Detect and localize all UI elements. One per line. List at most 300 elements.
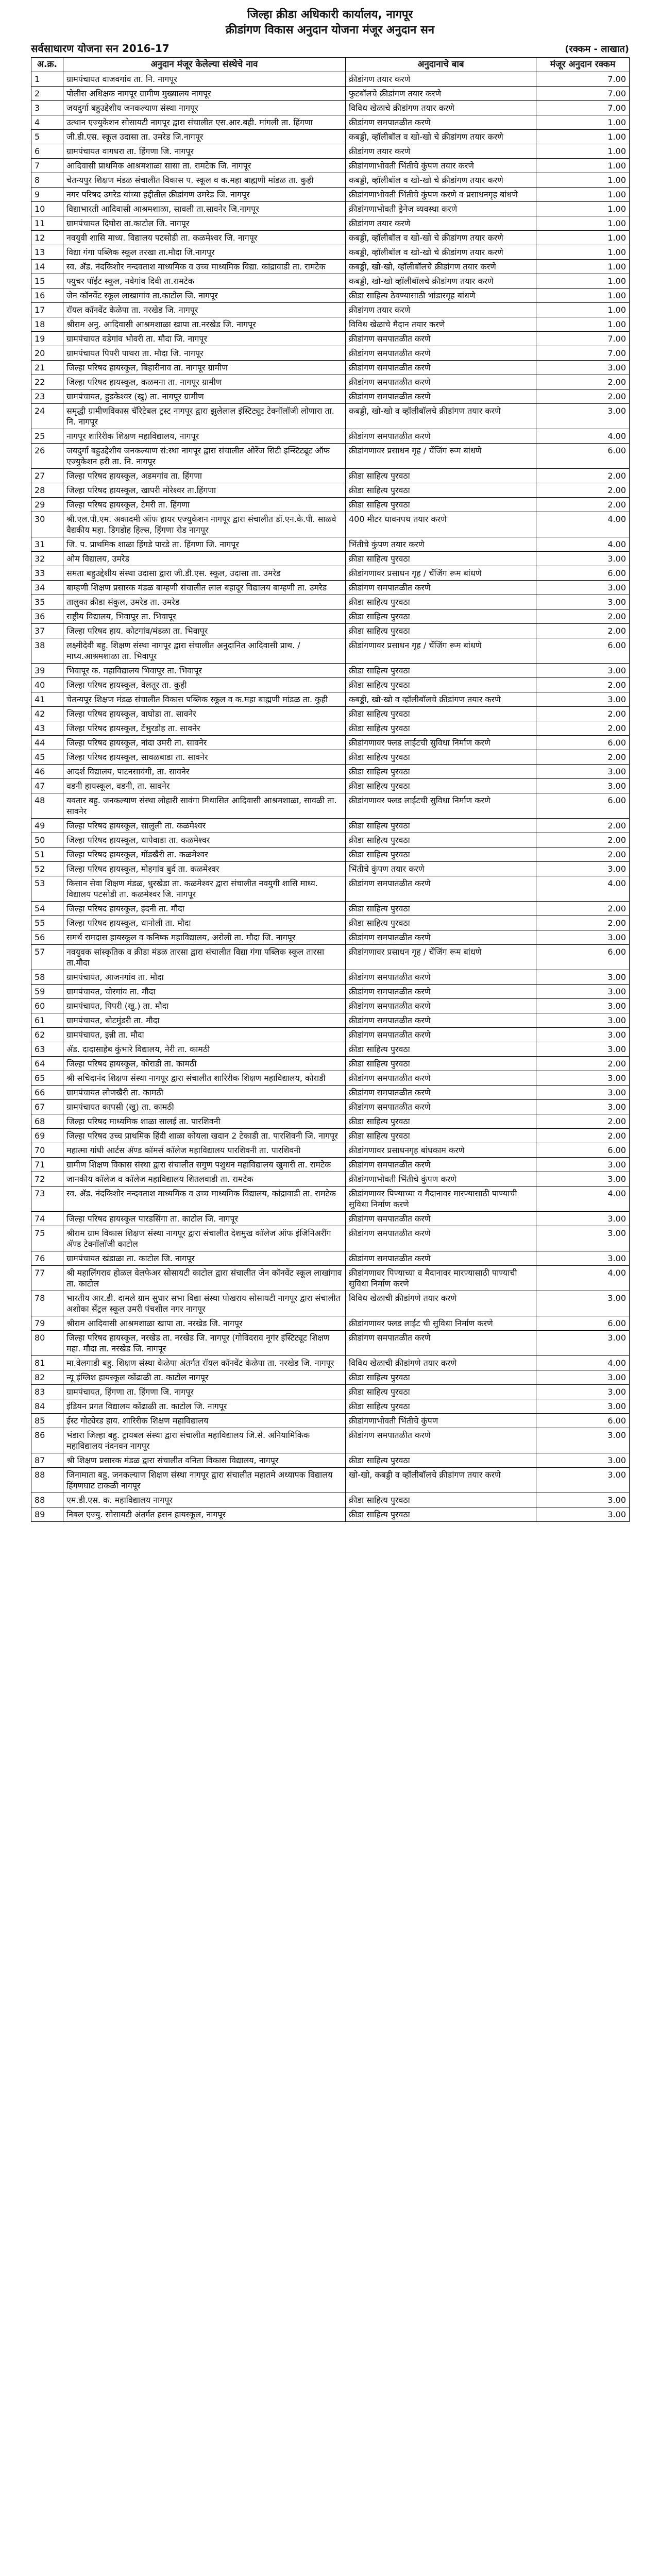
row-amount: 3.00 bbox=[536, 779, 630, 793]
row-serial-no: 67 bbox=[31, 1100, 63, 1114]
row-institution: पोलीस अधिक्षक नागपूर ग्रामीण मुख्यालय नागपूर bbox=[63, 87, 346, 101]
row-institution: एम.डी.एस. क. महाविद्यालय नागपूर bbox=[63, 1493, 346, 1507]
row-institution: जिल्हा परिषद हायस्कूल, नरखेड ता. नरखेड जि. नागपूर (गोविंदराव नूगंर इंस्टिट्यूट शिक्षण महा. मौदा ता. नरखेड जि. नागपूर bbox=[63, 1331, 346, 1356]
row-work: क्रीडा साहित्य पुरवठा bbox=[346, 819, 536, 833]
table-row bbox=[31, 1071, 630, 1086]
row-amount: 3.00 bbox=[536, 1172, 630, 1187]
row-serial-no: 80 bbox=[31, 1331, 63, 1356]
table-row bbox=[31, 1453, 630, 1468]
row-amount: 2.00 bbox=[536, 1057, 630, 1071]
row-amount: 7.00 bbox=[536, 72, 630, 87]
row-institution: जिल्हा परिषद हायस्कूल, धानोली ता. मौदा bbox=[63, 916, 346, 930]
row-amount: 3.00 bbox=[536, 970, 630, 985]
row-work: क्रीडांगण समपातळीत करणे bbox=[346, 985, 536, 999]
row-institution: महात्मा गांधी आर्टस ॲण्ड कॉमर्स कॉलेज महाविद्यालय पारशिवनी ता. पारशिवनी bbox=[63, 1143, 346, 1158]
row-serial-no: 54 bbox=[31, 902, 63, 916]
row-serial-no: 58 bbox=[31, 970, 63, 985]
row-work: विविध खेळाचे क्रीडांगण तयार करणे bbox=[346, 101, 536, 115]
row-serial-no: 66 bbox=[31, 1086, 63, 1100]
table-row bbox=[31, 819, 630, 833]
row-work: क्रीडा साहित्य पुरवठा bbox=[346, 552, 536, 566]
row-serial-no: 41 bbox=[31, 692, 63, 707]
table-row bbox=[31, 595, 630, 609]
table-header-row bbox=[31, 58, 630, 72]
table-row bbox=[31, 848, 630, 862]
row-amount: 3.00 bbox=[536, 1158, 630, 1172]
table-row bbox=[31, 736, 630, 750]
row-institution: आदिवासी प्राथमिक आश्रमशाळा सासा ता. रामटेक जि. नागपूर bbox=[63, 159, 346, 173]
row-institution: जयदुर्गा बहुउद्देशीय जनकल्याण सं:स्था नागपूर द्वारा संचालीत ओरेंज सिटी इन्स्टिट्यूट ऑफ एज्युकेशन हरी ता. नि. नागपूर bbox=[63, 444, 346, 469]
row-institution: जिल्हा परिषद उच्च प्राथमिक हिंदी शाळा कोयला खदान 2 टेकाडी ता. पारशिवनी जि. नागपूर bbox=[63, 1129, 346, 1143]
row-amount: 2.00 bbox=[536, 498, 630, 512]
row-work: क्रीडांगणावर प्रसाधन गृह / चेंजिंग रूम बांधणे bbox=[346, 945, 536, 970]
row-serial-no: 55 bbox=[31, 916, 63, 930]
table-row bbox=[31, 303, 630, 317]
row-institution: ग्रामपंचायत, धोटमुंडरी ता. मौदा bbox=[63, 1013, 346, 1028]
table-row bbox=[31, 609, 630, 624]
table-row bbox=[31, 833, 630, 848]
table-row bbox=[31, 930, 630, 945]
row-institution: ग्रामपंचायत पिपरी पाथरा ता. मौदा जि. नागपूर bbox=[63, 346, 346, 361]
row-work: क्रीडांगण समपातळीत करणे bbox=[346, 1100, 536, 1114]
row-work: कबड्डी, व्हॉलीबॉल व खो-खो चे क्रीडांगण तयार करणे bbox=[346, 173, 536, 188]
row-serial-no: 4 bbox=[31, 115, 63, 130]
row-work: क्रीडांगणावर फ्लड लाईटची सुविधा निर्माण करणे bbox=[346, 793, 536, 819]
row-amount: 2.00 bbox=[536, 833, 630, 848]
row-serial-no: 36 bbox=[31, 609, 63, 624]
table-row bbox=[31, 1493, 630, 1507]
row-institution: ग्रामपंचायत, हुडकेश्वर (खु) ता. नागपूर ग्रामीण bbox=[63, 389, 346, 404]
row-serial-no: 48 bbox=[31, 793, 63, 819]
row-institution: फ्युचर पॉईंट स्कूल, नवेगांव दिवी ता.रामटेक bbox=[63, 274, 346, 289]
row-amount: 1.00 bbox=[536, 144, 630, 159]
row-amount: 3.00 bbox=[536, 985, 630, 999]
row-amount: 3.00 bbox=[536, 765, 630, 779]
row-serial-no: 6 bbox=[31, 144, 63, 159]
table-row bbox=[31, 1187, 630, 1212]
row-work: क्रीडा साहित्य पुरवठा bbox=[346, 765, 536, 779]
row-amount: 2.00 bbox=[536, 721, 630, 736]
row-work: क्रीडांगण समपातळीत करणे bbox=[346, 346, 536, 361]
row-institution: जानकीय कॉलेज व कॉलेज महाविद्यालय शितलवाडी ता. रामटेक bbox=[63, 1172, 346, 1187]
row-amount: 3.00 bbox=[536, 1291, 630, 1316]
table-row bbox=[31, 1414, 630, 1428]
row-amount: 3.00 bbox=[536, 862, 630, 876]
table-row bbox=[31, 346, 630, 361]
row-amount: 3.00 bbox=[536, 930, 630, 945]
table-row bbox=[31, 1212, 630, 1226]
row-institution: जिल्हा परिषद हायस्कूल, सावळबाडा ता. सावनेर bbox=[63, 750, 346, 765]
row-institution: मा.वेलगाडी बहु. शिक्षण संस्था केळेपा अंतर्गत रॉयल कॉनवेंट केळेपा ता. नरखेड जि. नागपूर bbox=[63, 1356, 346, 1370]
row-work: कबड्डी, खो-खो व व्हॉलीबॉलचे क्रीडांगण तयार करणे bbox=[346, 404, 536, 429]
row-work: क्रीडांगण समपातळीत करणे bbox=[346, 1086, 536, 1100]
row-institution: जिल्हा परिषद हायस्कूल, वाघोडा ता. सावनेर bbox=[63, 707, 346, 721]
row-amount: 3.00 bbox=[536, 1453, 630, 1468]
row-amount: 7.00 bbox=[536, 332, 630, 346]
table-row bbox=[31, 1114, 630, 1129]
row-serial-no: 77 bbox=[31, 1266, 63, 1291]
row-serial-no: 31 bbox=[31, 537, 63, 552]
row-work: कबड्डी, खो-खो व्हॉलीबॉलचे क्रीडांगण तयार करणे bbox=[346, 274, 536, 289]
row-amount: 6.00 bbox=[536, 566, 630, 581]
table-row bbox=[31, 173, 630, 188]
row-institution: लक्ष्मीदेवी बहु. शिक्षण संस्था नागपूर द्वारा संचालीत अनुदानित आदिवासी प्राथ. / माध्य.आश्रमशाळा ता. भिवापूर bbox=[63, 638, 346, 664]
row-serial-no: 59 bbox=[31, 985, 63, 999]
row-serial-no: 16 bbox=[31, 289, 63, 303]
row-amount: 3.00 bbox=[536, 552, 630, 566]
table-row bbox=[31, 87, 630, 101]
row-institution: श्रीराम ग्राम विकास शिक्षण संस्था नागपूर द्वारा संचालीत देशमुख कॉलेज ऑफ इंजिनिअरींग ॲण्ड टेक्नॉलॉजी काटोल bbox=[63, 1226, 346, 1251]
row-institution: ग्रामीण शिक्षण विकास संस्था द्वारा संचालीत सगुण पशुधन महाविद्यालय खुमारी ता. रामटेक bbox=[63, 1158, 346, 1172]
row-amount: 6.00 bbox=[536, 945, 630, 970]
row-serial-no: 10 bbox=[31, 202, 63, 216]
row-serial-no: 3 bbox=[31, 101, 63, 115]
row-amount: 2.00 bbox=[536, 609, 630, 624]
row-work: क्रीडांगण समपातळीत करणे bbox=[346, 876, 536, 902]
row-amount: 2.00 bbox=[536, 750, 630, 765]
table-row bbox=[31, 361, 630, 375]
row-serial-no: 68 bbox=[31, 1114, 63, 1129]
row-institution: किसान सेवा शिक्षण मंडळ, धुरखेडा ता. कळमेश्वर द्वारा संचालीत नवयुगी शासि माध्य. विद्यालय पटसोडी ता. कळमेश्वर जि. नागपूर bbox=[63, 876, 346, 902]
row-amount: 1.00 bbox=[536, 130, 630, 144]
row-work: क्रीडा साहित्य पुरवठा bbox=[346, 750, 536, 765]
row-institution: स्व. ॲड. नंदकिशोर नन्दवताश माध्यमिक व उच्च माध्यमिक विद्या. कांद्रावाडी ता. रामटेक bbox=[63, 260, 346, 274]
row-serial-no: 30 bbox=[31, 512, 63, 537]
row-work: क्रीडांगणावर प्रसाधन गृह / चेंजिंग रूम बांधणे bbox=[346, 566, 536, 581]
row-serial-no: 89 bbox=[31, 1507, 63, 1522]
row-institution: जिनामाता बहु. जनकल्याण शिक्षण संस्था नागपूर द्वारा संचालीत महातमे अध्यापक विद्यालय हिंगणघाट टाकळी नागपूर bbox=[63, 1468, 346, 1493]
subheader-row bbox=[31, 41, 629, 55]
row-amount: 2.00 bbox=[536, 1114, 630, 1129]
row-institution: जिल्हा परिषद हायस्कूल, कोराडी ता. कामठी bbox=[63, 1057, 346, 1071]
amount-unit-note: (रक्कम - लाखात) bbox=[565, 44, 629, 55]
table-row bbox=[31, 389, 630, 404]
row-institution: जिल्हा परिषद हायस्कूल, कळमना ता. नागपूर ग्रामीण bbox=[63, 375, 346, 389]
row-work: क्रीडा साहित्य पुरवठा bbox=[346, 624, 536, 638]
row-work: क्रीडांगणाभोवती ड्रेनेज व्यवस्था करणे bbox=[346, 202, 536, 216]
row-amount: 2.00 bbox=[536, 1129, 630, 1143]
table-row bbox=[31, 260, 630, 274]
row-institution: श्री महालिंगराव होळल वेलफेअर सोसायटी काटोल द्वारा संचालीत जेन कॉनवेंट स्कूल लाखांगाव ता. काटोल bbox=[63, 1266, 346, 1291]
row-institution: ओम विद्यालय, उमरेड bbox=[63, 552, 346, 566]
row-institution: जिल्हा परिषद हायस्कूल, टेंभुरडोह ता. सावनेर bbox=[63, 721, 346, 736]
row-work: क्रीडांगण समपातळीत करणे bbox=[346, 115, 536, 130]
table-row bbox=[31, 1507, 630, 1522]
row-institution: श्री.एल.पी.एम. अकादमी ऑफ हायर एज्युकेशन नागपूर द्वारा संचालीत डॉ.एन.के.पी. साळवे वैद्यकीय महा. डिगडोह हिल्स, हिंगणा रोड नागपूर bbox=[63, 512, 346, 537]
table-row bbox=[31, 945, 630, 970]
row-amount: 3.00 bbox=[536, 1100, 630, 1114]
row-work: क्रीडा साहित्य पुरवठा bbox=[346, 498, 536, 512]
row-amount: 3.00 bbox=[536, 1493, 630, 1507]
row-amount: 1.00 bbox=[536, 289, 630, 303]
table-row bbox=[31, 1172, 630, 1187]
row-institution: जेन कॉनवेंट स्कूल लाखागांव ता.काटोल जि. नागपूर bbox=[63, 289, 346, 303]
row-work: क्रीडा साहित्य पुरवठा bbox=[346, 595, 536, 609]
row-serial-no: 88 bbox=[31, 1468, 63, 1493]
row-work: क्रीडांगणावर प्रसाधन गृह / चेंजिंग रूम बांधणे bbox=[346, 638, 536, 664]
row-amount: 1.00 bbox=[536, 159, 630, 173]
table-row bbox=[31, 289, 630, 303]
table-row bbox=[31, 144, 630, 159]
row-amount: 3.00 bbox=[536, 999, 630, 1013]
table-row bbox=[31, 779, 630, 793]
row-amount: 3.00 bbox=[536, 1212, 630, 1226]
row-work: क्रीडा साहित्य पुरवठा bbox=[346, 848, 536, 862]
table-row bbox=[31, 664, 630, 678]
table-row bbox=[31, 999, 630, 1013]
row-institution: जिल्हा परिषद हायस्कूल, वेलतूर ता. कुही bbox=[63, 678, 346, 692]
table-row bbox=[31, 916, 630, 930]
row-institution: भारतीय आर.डी. दामले ग्राम सुधार सभा विद्या संस्था पोखराय सोसायटी नागपूर द्वारा संचालीत अशोका सेंट्रल स्कूल उमरी पंचशील नगर नागपूर bbox=[63, 1291, 346, 1316]
table-row bbox=[31, 970, 630, 985]
row-institution: जिल्हा परिषद हायस्कूल, गोंडखैरी ता. कळमेश्वर bbox=[63, 848, 346, 862]
row-amount: 1.00 bbox=[536, 303, 630, 317]
row-work: क्रीडांगण समपातळीत करणे bbox=[346, 1331, 536, 1356]
row-amount: 7.00 bbox=[536, 346, 630, 361]
row-serial-no: 26 bbox=[31, 444, 63, 469]
row-work: क्रीडांगणावर प्रसाधन गृह / चेंजिंग रूम बांधणे bbox=[346, 444, 536, 469]
office-title: जिल्हा क्रीडा अधिकारी कार्यालय, नागपूर bbox=[247, 8, 413, 21]
row-institution: श्रीराम आदिवासी आश्रमशाळा खापा ता. नरखेड जि. नागपूर bbox=[63, 1316, 346, 1331]
row-work: क्रीडांगण समपातळीत करणे bbox=[346, 1428, 536, 1453]
row-serial-no: 72 bbox=[31, 1172, 63, 1187]
row-work: क्रीडांगण समपातळीत करणे bbox=[346, 930, 536, 945]
row-serial-no: 47 bbox=[31, 779, 63, 793]
row-amount: 3.00 bbox=[536, 1071, 630, 1086]
row-work: क्रीडा साहित्य पुरवठा bbox=[346, 1042, 536, 1057]
table-row bbox=[31, 537, 630, 552]
row-institution: जिल्हा परिषद हायस्कूल, बिहारीनाव ता. नागपूर ग्रामीण bbox=[63, 361, 346, 375]
row-work: क्रीडांगण समपातळीत करणे bbox=[346, 375, 536, 389]
row-amount: 4.00 bbox=[536, 1356, 630, 1370]
row-amount: 7.00 bbox=[536, 87, 630, 101]
row-amount: 3.00 bbox=[536, 1028, 630, 1042]
row-work: क्रीडा साहित्य पुरवठा bbox=[346, 833, 536, 848]
row-work: क्रीडा साहित्य पुरवठा bbox=[346, 1385, 536, 1399]
row-institution: स्व. ॲड. नंदकिशोर नन्दवताश माध्यमिक व उच्च माध्यमिक विद्यालय, कांद्रावाडी ता. रामटेक bbox=[63, 1187, 346, 1212]
row-amount: 3.00 bbox=[536, 1468, 630, 1493]
row-institution: चेतन्यपूर शिक्षण मंडळ संचालीत विकास पब्लिक स्कूल व क.महा बाह्मणी मांडळ ता. कुही bbox=[63, 692, 346, 707]
table-row bbox=[31, 1468, 630, 1493]
row-institution: श्री शिक्षण प्रसारक मंडळ द्वारा संचालीत वनिता विकास विद्यालय, नागपूर bbox=[63, 1453, 346, 1468]
row-institution: इंडियन प्रगत विद्यालय कोंढाळी ता. काटोल जि. नागपूर bbox=[63, 1399, 346, 1414]
table-row bbox=[31, 1013, 630, 1028]
row-institution: भंडारा जिल्हा बहु. ट्रायबल संस्था द्वारा संचालीत महाविद्यालय जि.से. अनियामिकिक महाविद्यालय नंदनवन नागपूर bbox=[63, 1428, 346, 1453]
row-work: भिंतीचे कुंपण तयार करणे bbox=[346, 862, 536, 876]
row-amount: 3.00 bbox=[536, 692, 630, 707]
row-serial-no: 23 bbox=[31, 389, 63, 404]
row-work: क्रीडांगण समपातळीत करणे bbox=[346, 361, 536, 375]
row-amount: 3.00 bbox=[536, 1385, 630, 1399]
row-institution: उत्थान एज्युकेशन सोसायटी नागपूर द्वारा संचालीत एस.आर.बही. मांगली ता. हिंगणा bbox=[63, 115, 346, 130]
table-row bbox=[31, 707, 630, 721]
row-institution: जयदुर्गा बहुउद्देशीय जनकल्याण संस्था नागपूर bbox=[63, 101, 346, 115]
row-serial-no: 44 bbox=[31, 736, 63, 750]
row-work: क्रीडांगणाभोवती भिंतीचे कुंपण तयार करणे bbox=[346, 159, 536, 173]
row-serial-no: 64 bbox=[31, 1057, 63, 1071]
row-serial-no: 18 bbox=[31, 317, 63, 332]
row-institution: जिल्हा परिषद हायस्कूल, नांदा उमरी ता. सावनेर bbox=[63, 736, 346, 750]
row-institution: विद्या गंगा पब्लिक स्कूल तरखा ता.मौदा जि.नागपूर bbox=[63, 245, 346, 260]
table-row bbox=[31, 638, 630, 664]
row-institution: समृद्धी ग्रामीणविकास चॅरिटेबल ट्रस्ट नागपूर द्वारा झुलेलाल इंस्टिट्यूट टेक्नॉलॉजी लोणारा ता. नि. नागपूर bbox=[63, 404, 346, 429]
row-work: क्रीडांगण समपातळीत करणे bbox=[346, 1158, 536, 1172]
row-work: 400 मीटर धावनपथ तयार करणे bbox=[346, 512, 536, 537]
row-work: क्रीडांगण समपातळीत करणे bbox=[346, 970, 536, 985]
table-row bbox=[31, 1028, 630, 1042]
row-work: क्रीडांगण समपातळीत करणे bbox=[346, 1028, 536, 1042]
row-institution: ग्रामपंचायत वडेगांव भोवरी ता. मौदा जि. नागपूर bbox=[63, 332, 346, 346]
header-serial-no: अ.क्र. bbox=[31, 58, 63, 72]
row-work: विविध खेळाची क्रीडांगणे तयार करणे bbox=[346, 1291, 536, 1316]
row-serial-no: 63 bbox=[31, 1042, 63, 1057]
row-serial-no: 28 bbox=[31, 483, 63, 498]
row-serial-no: 86 bbox=[31, 1428, 63, 1453]
row-serial-no: 29 bbox=[31, 498, 63, 512]
row-amount: 1.00 bbox=[536, 216, 630, 231]
row-institution: बाम्हणी शिक्षण प्रसारक मंडळ बाम्हणी संचालीत लाल बहादूर विद्यालय बाम्हणी ता. उमरेड bbox=[63, 581, 346, 595]
table-row bbox=[31, 1226, 630, 1251]
row-institution: यवतार बहु. जनकल्याण संस्था लोहारी सावंगा मिथासित आदिवासी आश्रमशाळा, सावळी ता. सावनेर bbox=[63, 793, 346, 819]
row-serial-no: 35 bbox=[31, 595, 63, 609]
table-row bbox=[31, 483, 630, 498]
table-row bbox=[31, 1385, 630, 1399]
row-work: क्रीडांगण समपातळीत करणे bbox=[346, 332, 536, 346]
row-amount: 2.00 bbox=[536, 624, 630, 638]
row-institution: ग्रामपंचायत वागधरा ता. हिंगणा जि. नागपूर bbox=[63, 144, 346, 159]
row-work: कबड्डी, खो-खो, व्हॉलीबॉलचे क्रीडांगण तयार करणे bbox=[346, 260, 536, 274]
table-row bbox=[31, 1143, 630, 1158]
row-work: क्रीडा साहित्य पुरवठा bbox=[346, 664, 536, 678]
row-institution: ग्रामपंचायत, हिंगणा ता. हिंगणा जि. नागपूर bbox=[63, 1385, 346, 1399]
row-serial-no: 78 bbox=[31, 1291, 63, 1316]
row-amount: 1.00 bbox=[536, 274, 630, 289]
table-row bbox=[31, 1129, 630, 1143]
row-serial-no: 11 bbox=[31, 216, 63, 231]
row-institution: तालुका क्रीडा संकुल, उमरेड ता. उमरेड bbox=[63, 595, 346, 609]
row-institution: आदर्श विद्यालय, पाटनसावंगी, ता. सावनेर bbox=[63, 765, 346, 779]
row-amount: 3.00 bbox=[536, 361, 630, 375]
row-institution: जिल्हा परिषद हायस्कूल, सालुली ता. कळमेश्वर bbox=[63, 819, 346, 833]
table-row bbox=[31, 404, 630, 429]
row-serial-no: 79 bbox=[31, 1316, 63, 1331]
row-work: क्रीडा साहित्य पुरवठा bbox=[346, 609, 536, 624]
table-row bbox=[31, 862, 630, 876]
row-institution: जिल्हा परिषद हायस्कूल, टेमरी ता. हिंगणा bbox=[63, 498, 346, 512]
row-amount: 6.00 bbox=[536, 1316, 630, 1331]
row-institution: नागपूर शारिरीक शिक्षण महाविद्यालय, नागपूर bbox=[63, 429, 346, 444]
row-amount: 2.00 bbox=[536, 375, 630, 389]
row-serial-no: 73 bbox=[31, 1187, 63, 1212]
row-work: क्रीडांगण तयार करणे bbox=[346, 303, 536, 317]
row-amount: 3.00 bbox=[536, 404, 630, 429]
row-serial-no: 70 bbox=[31, 1143, 63, 1158]
row-serial-no: 7 bbox=[31, 159, 63, 173]
row-institution: ग्रामपंचायत लोणखैरी ता. कामठी bbox=[63, 1086, 346, 1100]
row-work: क्रीडांगण तयार करणे bbox=[346, 144, 536, 159]
row-serial-no: 76 bbox=[31, 1251, 63, 1266]
table-body bbox=[31, 72, 630, 1522]
row-work: क्रीडा साहित्य पुरवठा bbox=[346, 1507, 536, 1522]
row-work: क्रीडांगणाभोवती भिंतीचे कुंपण करणे bbox=[346, 1172, 536, 1187]
row-serial-no: 12 bbox=[31, 231, 63, 245]
row-institution: ग्रामपंचायत दिघोरा ता.काटोल जि. नागपूर bbox=[63, 216, 346, 231]
row-amount: 6.00 bbox=[536, 793, 630, 819]
row-work: क्रीडांगण तयार करणे bbox=[346, 216, 536, 231]
table-row bbox=[31, 512, 630, 537]
table-row bbox=[31, 429, 630, 444]
table-row bbox=[31, 624, 630, 638]
row-work: क्रीडा साहित्य पुरवठा bbox=[346, 721, 536, 736]
table-row bbox=[31, 444, 630, 469]
row-institution: श्रीराम अनु. आदिवासी आश्रमशाळा खापा ता.नरखेड जि. नागपूर bbox=[63, 317, 346, 332]
table-row bbox=[31, 1399, 630, 1414]
table-row bbox=[31, 678, 630, 692]
row-work: क्रीडा साहित्य पुरवठा bbox=[346, 779, 536, 793]
row-amount: 1.00 bbox=[536, 317, 630, 332]
row-work: क्रीडांगण समपातळीत करणे bbox=[346, 389, 536, 404]
row-amount: 2.00 bbox=[536, 819, 630, 833]
row-work: क्रीडा साहित्य पुरवठा bbox=[346, 678, 536, 692]
row-amount: 6.00 bbox=[536, 1414, 630, 1428]
row-serial-no: 71 bbox=[31, 1158, 63, 1172]
table-row bbox=[31, 1042, 630, 1057]
row-serial-no: 62 bbox=[31, 1028, 63, 1042]
row-amount: 3.00 bbox=[536, 1226, 630, 1251]
table-row bbox=[31, 245, 630, 260]
row-amount: 6.00 bbox=[536, 736, 630, 750]
row-serial-no: 21 bbox=[31, 361, 63, 375]
row-work: क्रीडांगण समपातळीत करणे bbox=[346, 581, 536, 595]
row-work: कबड्डी, व्हॉलीबॉल व खो-खो चे क्रीडांगण तयार करणे bbox=[346, 130, 536, 144]
row-institution: जी.डी.एस. स्कूल उदासा ता. उमरेड जि.नागपूर bbox=[63, 130, 346, 144]
table-row bbox=[31, 1370, 630, 1385]
row-amount: 2.00 bbox=[536, 678, 630, 692]
row-serial-no: 85 bbox=[31, 1414, 63, 1428]
table-row bbox=[31, 498, 630, 512]
row-amount: 4.00 bbox=[536, 1187, 630, 1212]
row-serial-no: 40 bbox=[31, 678, 63, 692]
table-row bbox=[31, 1251, 630, 1266]
table-row bbox=[31, 1331, 630, 1356]
row-institution: ग्रामपंचायत, पिपरी (खु.) ता. मौदा bbox=[63, 999, 346, 1013]
row-institution: विद्याभारती आदिवासी आश्रमशाळा, सावली ता.सावनेर जि.नागपूर bbox=[63, 202, 346, 216]
row-serial-no: 84 bbox=[31, 1399, 63, 1414]
row-work: कबड्डी, व्हॉलीबॉल व खो-खो चे क्रीडांगण तयार करणे bbox=[346, 245, 536, 260]
row-work: क्रीडांगण समपातळीत करणे bbox=[346, 1251, 536, 1266]
row-amount: 3.00 bbox=[536, 1013, 630, 1028]
row-amount: 1.00 bbox=[536, 260, 630, 274]
row-institution: ॲड. दादासाहेब कुंभारे विद्यालय, नेरी ता. कामठी bbox=[63, 1042, 346, 1057]
row-serial-no: 74 bbox=[31, 1212, 63, 1226]
row-work: क्रीडांगणाभोवती भिंतीचे कुंपण करणे व प्रसाधनगृह बांधणे bbox=[346, 188, 536, 202]
row-amount: 2.00 bbox=[536, 389, 630, 404]
row-work: क्रीडा साहित्य ठेवण्यासाठी भांडारगृह बांधणे bbox=[346, 289, 536, 303]
row-work: खो-खो, कबड्डी व व्हॉलीबॉलचे क्रीडांगण तयार करणे bbox=[346, 1468, 536, 1493]
row-institution: जि. प. प्राथमिक शाळा हिंगडे पारडे ता. हिंगणा जि. नागपूर bbox=[63, 537, 346, 552]
row-amount: 7.00 bbox=[536, 101, 630, 115]
row-serial-no: 65 bbox=[31, 1071, 63, 1086]
table-row bbox=[31, 115, 630, 130]
row-amount: 1.00 bbox=[536, 245, 630, 260]
row-serial-no: 50 bbox=[31, 833, 63, 848]
row-serial-no: 45 bbox=[31, 750, 63, 765]
table-row bbox=[31, 202, 630, 216]
row-serial-no: 20 bbox=[31, 346, 63, 361]
table-row bbox=[31, 159, 630, 173]
table-row bbox=[31, 317, 630, 332]
table-row bbox=[31, 566, 630, 581]
